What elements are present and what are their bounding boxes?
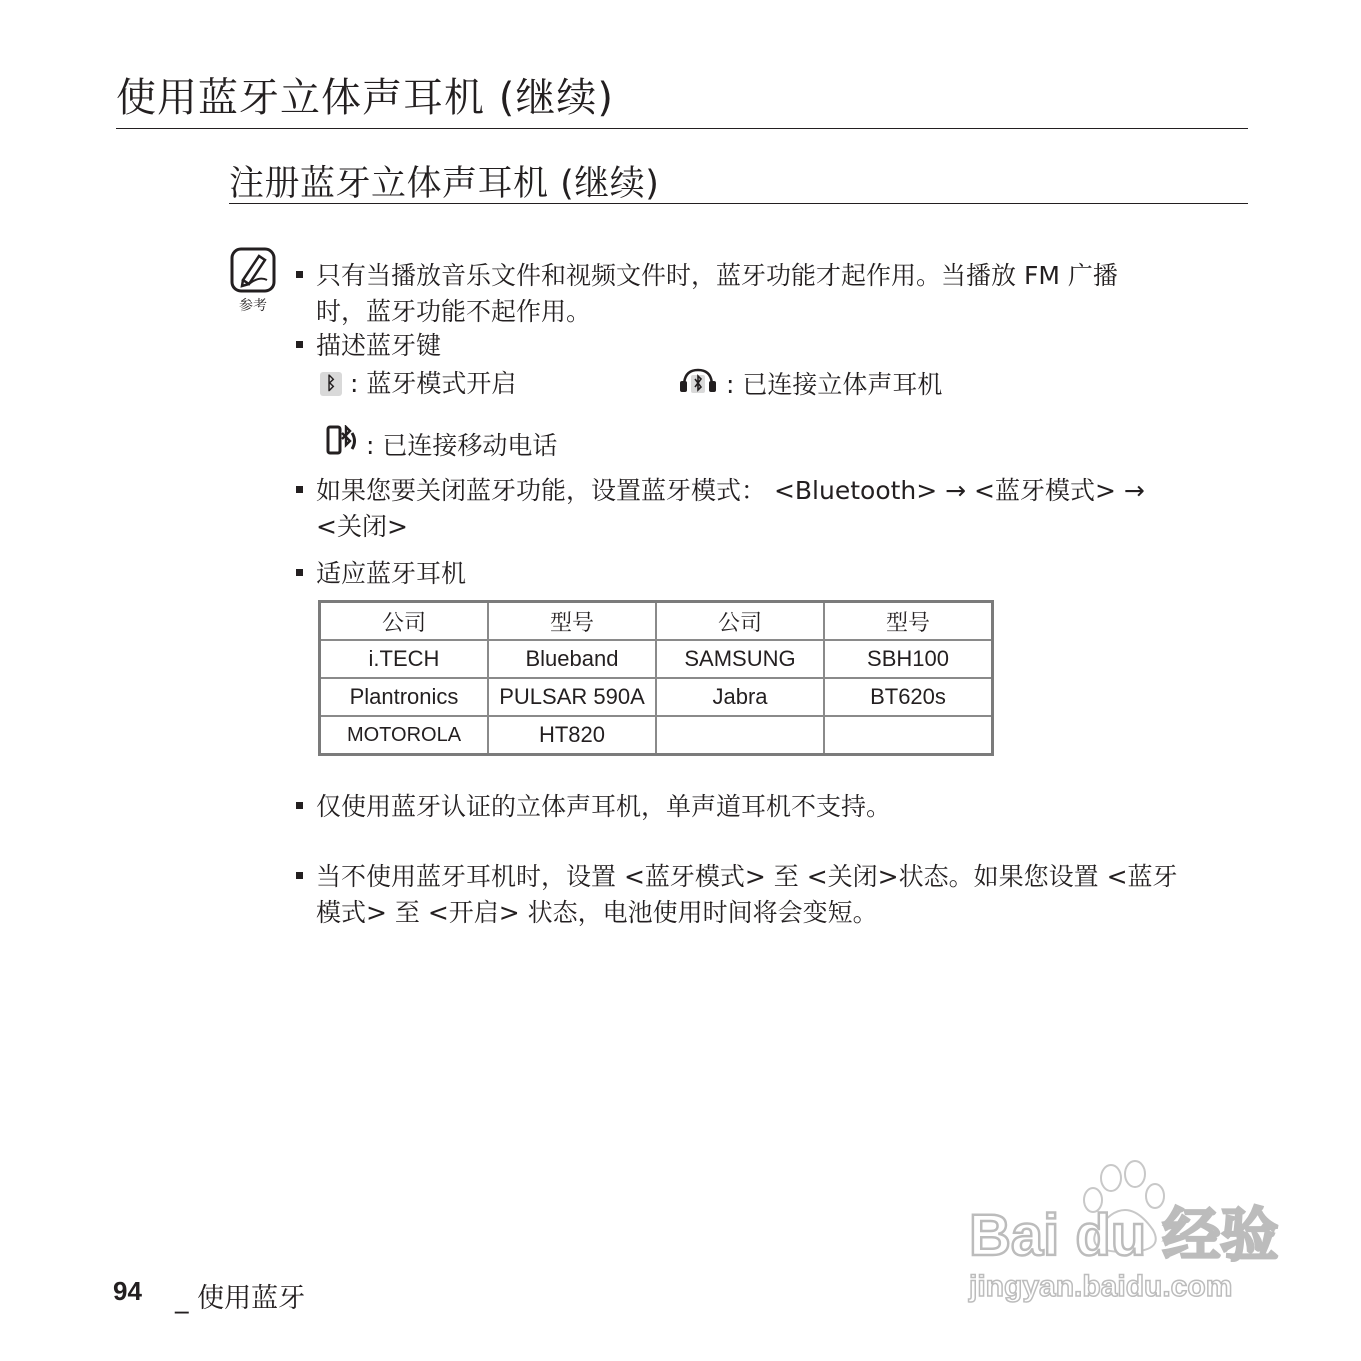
bullet-marker (296, 486, 303, 493)
bullet-text: <关闭> (316, 512, 408, 541)
bullet-marker (296, 802, 303, 809)
phone-bluetooth-icon (326, 425, 360, 467)
bullet-marker (296, 872, 303, 879)
title-rule (116, 128, 1248, 129)
section-rule (229, 203, 1248, 204)
table-header: 型号 (824, 602, 993, 641)
headset-bluetooth-icon (678, 366, 718, 404)
table-cell: Blueband (488, 640, 656, 678)
legend-text: : 已连接移动电话 (366, 431, 558, 460)
section-title: 注册蓝牙立体声耳机 (继续) (229, 164, 660, 204)
table-row (320, 716, 993, 755)
table-cell: SAMSUNG (656, 640, 824, 678)
bullet-text: 当不使用蓝牙耳机时，设置 <蓝牙模式> 至 <关闭>状态。如果您设置 <蓝牙 (316, 862, 1178, 891)
table-cell: Plantronics (320, 678, 489, 716)
table-cell: Jabra (656, 678, 824, 716)
table-cell: MOTOROLA (320, 716, 489, 755)
legend-text: : 蓝牙模式开启 (350, 369, 517, 398)
bullet-certified-only (296, 789, 891, 825)
bullet-turn-off (296, 473, 1145, 545)
table-cell: PULSAR 590A (488, 678, 656, 716)
bullet-text: 如果您要关闭蓝牙功能，设置蓝牙模式： <Bluetooth> → <蓝牙模式> → (316, 476, 1145, 505)
table-row (320, 640, 993, 678)
table-cell: i.TECH (320, 640, 489, 678)
bullet-text: 适应蓝牙耳机 (316, 559, 467, 588)
bullet-bt-function (296, 258, 1118, 330)
baidu-watermark (965, 1160, 1285, 1310)
bullet-text: 只有当播放音乐文件和视频文件时，蓝牙功能才起作用。当播放 FM 广播 (316, 261, 1118, 290)
table-cell (656, 716, 824, 755)
legend-bt-on (320, 366, 516, 402)
table-cell: HT820 (488, 716, 656, 755)
bullet-compatible (296, 556, 466, 592)
table-cell (824, 716, 993, 755)
table-row (320, 678, 993, 716)
bullet-marker (296, 271, 303, 278)
main-title: 使用蓝牙立体声耳机 (继续) (116, 75, 614, 121)
note-label: 参考 (239, 298, 267, 314)
bullet-text: 时，蓝牙功能不起作用。 (316, 297, 592, 326)
note-pencil-icon (229, 246, 277, 316)
table-cell: SBH100 (824, 640, 993, 678)
watermark-brand: Bai du 经验 (969, 1203, 1279, 1268)
legend-text: : 已连接立体声耳机 (726, 370, 943, 399)
bullet-text: 描述蓝牙键 (316, 331, 442, 360)
legend-phone (326, 425, 557, 467)
bullet-marker (296, 569, 303, 576)
compatible-headsets-table (318, 600, 994, 756)
table-header: 公司 (656, 602, 824, 641)
bullet-text: 模式> 至 <开启> 状态，电池使用时间将会变短。 (316, 898, 878, 927)
table-header-row (320, 602, 993, 641)
table-header: 公司 (320, 602, 489, 641)
bullet-text: 仅使用蓝牙认证的立体声耳机，单声道耳机不支持。 (316, 792, 892, 821)
table-cell: BT620s (824, 678, 993, 716)
bullet-battery (296, 859, 1178, 931)
legend-headset (678, 366, 942, 404)
footer-section: _ 使用蓝牙 (175, 1283, 306, 1314)
watermark-url: jingyan.baidu.com (969, 1270, 1233, 1303)
bullet-bt-keys (296, 328, 441, 364)
bullet-marker (296, 341, 303, 348)
page-number: 94 (113, 1276, 142, 1306)
bluetooth-icon: ᛒ (320, 372, 342, 396)
table-header: 型号 (488, 602, 656, 641)
